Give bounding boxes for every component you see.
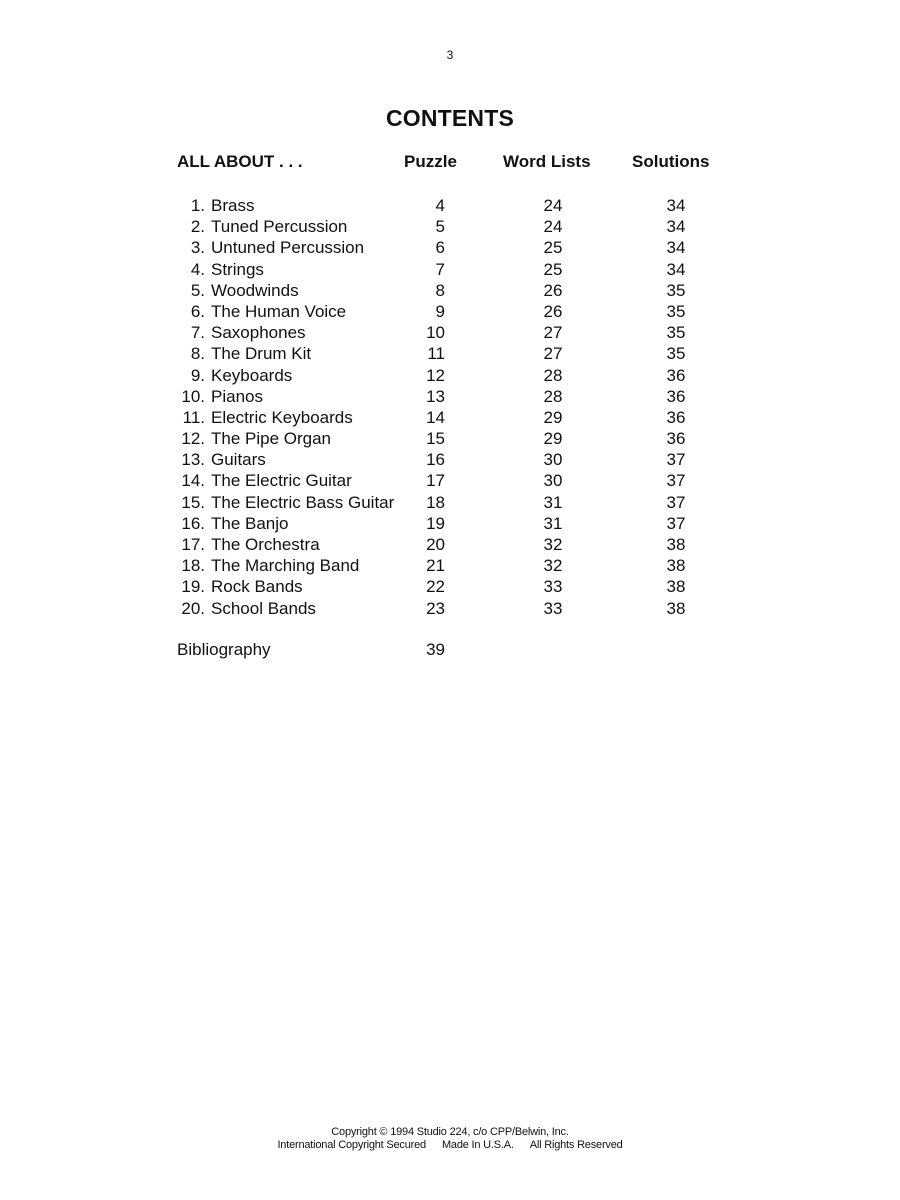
contents-row xyxy=(0,576,900,597)
entry-puzzle-page: 21 xyxy=(426,556,445,576)
entry-name: The Human Voice xyxy=(211,301,347,321)
entry-word-lists-page: 29 xyxy=(543,429,563,449)
copyright-line: Copyright © 1994 Studio 224, c/o CPP/Belwin, Inc. xyxy=(331,1126,569,1138)
contents-row xyxy=(0,407,900,428)
entry-puzzle-page: 16 xyxy=(426,450,445,470)
entry-number: 9. xyxy=(190,365,205,385)
entry-solutions-page: 38 xyxy=(666,598,686,618)
entry-number: 18. xyxy=(181,556,205,576)
contents-row xyxy=(0,280,900,301)
contents-row xyxy=(0,195,900,216)
entry-name: Guitars xyxy=(211,450,266,470)
entry-name: The Banjo xyxy=(211,513,289,533)
entry-word-lists-page: 33 xyxy=(543,577,563,597)
contents-row xyxy=(0,449,900,470)
made-in: Made In U.S.A. xyxy=(441,1139,514,1151)
entry-solutions-page: 35 xyxy=(666,301,686,321)
entry-number: 13. xyxy=(181,450,205,470)
entry-puzzle-page: 10 xyxy=(426,323,445,343)
entry-puzzle-page: 8 xyxy=(435,280,445,300)
contents-row xyxy=(0,598,900,619)
entry-word-lists-page: 24 xyxy=(543,217,563,237)
header-word-lists: Word Lists xyxy=(503,152,591,171)
entry-name: Brass xyxy=(211,196,255,215)
entry-number: 12. xyxy=(181,429,205,449)
contents-row xyxy=(0,216,900,237)
entry-solutions-page: 34 xyxy=(666,196,686,215)
entry-number: 8. xyxy=(190,344,205,364)
entry-puzzle-page: 19 xyxy=(426,513,445,533)
entry-name: The Electric Bass Guitar xyxy=(211,492,395,512)
entry-word-lists-page: 31 xyxy=(543,492,563,512)
contents-row xyxy=(0,365,900,386)
header-puzzle: Puzzle xyxy=(404,152,457,171)
entry-solutions-page: 37 xyxy=(666,450,686,470)
entry-name: The Marching Band xyxy=(211,556,360,576)
entry-solutions-page: 36 xyxy=(666,386,686,406)
entry-solutions-page: 36 xyxy=(666,365,686,385)
entry-word-lists-page: 29 xyxy=(543,407,563,427)
entry-number: 14. xyxy=(181,471,205,491)
entry-puzzle-page: 9 xyxy=(435,301,445,321)
contents-row xyxy=(0,301,900,322)
copyright-footer xyxy=(0,1126,900,1152)
contents-row xyxy=(0,534,900,555)
entry-name: Untuned Percussion xyxy=(211,238,365,258)
contents-row xyxy=(0,259,900,280)
entry-number: 19. xyxy=(181,577,205,597)
entry-solutions-page: 35 xyxy=(666,323,686,343)
entry-solutions-page: 38 xyxy=(666,535,686,554)
all-rights-reserved: All Rights Reserved xyxy=(529,1139,623,1151)
contents-row xyxy=(0,343,900,364)
page-title: CONTENTS xyxy=(385,105,515,131)
entry-puzzle-page: 20 xyxy=(426,535,445,554)
header-section: ALL ABOUT . . . xyxy=(177,152,303,171)
entry-solutions-page: 36 xyxy=(666,407,686,427)
contents-row xyxy=(0,237,900,258)
entry-word-lists-page: 26 xyxy=(543,301,563,321)
entry-name: Strings xyxy=(211,259,264,279)
entry-number: 6. xyxy=(190,301,205,321)
entry-name: Rock Bands xyxy=(211,577,303,597)
page-number: 3 xyxy=(446,48,454,62)
contents-row xyxy=(0,428,900,449)
entry-puzzle-page: 23 xyxy=(426,598,445,618)
entry-puzzle-page: 5 xyxy=(435,217,445,237)
entry-name: Pianos xyxy=(211,386,263,406)
entry-solutions-page: 38 xyxy=(666,556,686,576)
entry-number: 2. xyxy=(190,217,205,237)
entry-name: The Electric Guitar xyxy=(211,471,352,491)
bibliography-row xyxy=(0,639,900,661)
copyright-secured: International Copyright Secured xyxy=(277,1139,426,1151)
entry-solutions-page: 38 xyxy=(666,577,686,597)
entry-word-lists-page: 27 xyxy=(543,344,563,364)
entry-name: The Pipe Organ xyxy=(211,429,332,449)
entry-number: 17. xyxy=(181,535,205,554)
entry-name: The Drum Kit xyxy=(211,344,312,364)
entry-puzzle-page: 7 xyxy=(435,259,445,279)
rights-line xyxy=(0,1139,900,1152)
contents-row xyxy=(0,492,900,513)
bibliography-label: Bibliography xyxy=(177,640,271,659)
entry-number: 20. xyxy=(181,598,205,618)
entry-solutions-page: 34 xyxy=(666,259,686,279)
entry-number: 16. xyxy=(181,513,205,533)
entry-name: School Bands xyxy=(211,598,316,618)
entry-word-lists-page: 25 xyxy=(543,238,563,258)
entry-solutions-page: 35 xyxy=(666,344,686,364)
entry-name: The Orchestra xyxy=(211,535,320,554)
contents-list xyxy=(0,195,900,619)
entry-number: 1. xyxy=(190,196,205,215)
entry-word-lists-page: 28 xyxy=(543,386,563,406)
entry-name: Keyboards xyxy=(211,365,293,385)
contents-row xyxy=(0,470,900,491)
entry-word-lists-page: 28 xyxy=(543,365,563,385)
entry-word-lists-page: 30 xyxy=(543,471,563,491)
entry-puzzle-page: 13 xyxy=(426,386,445,406)
entry-word-lists-page: 32 xyxy=(543,535,563,554)
entry-puzzle-page: 6 xyxy=(435,238,445,258)
entry-puzzle-page: 18 xyxy=(426,492,445,512)
entry-word-lists-page: 30 xyxy=(543,450,563,470)
entry-number: 10. xyxy=(181,386,205,406)
entry-puzzle-page: 12 xyxy=(426,365,445,385)
entry-name: Tuned Percussion xyxy=(211,217,348,237)
entry-puzzle-page: 11 xyxy=(427,344,445,364)
entry-name: Saxophones xyxy=(211,323,306,343)
entry-word-lists-page: 26 xyxy=(543,280,563,300)
entry-number: 3. xyxy=(190,238,205,258)
entry-solutions-page: 34 xyxy=(666,238,686,258)
entry-word-lists-page: 31 xyxy=(543,513,563,533)
entry-word-lists-page: 32 xyxy=(543,556,563,576)
entry-puzzle-page: 17 xyxy=(426,471,445,491)
entry-puzzle-page: 15 xyxy=(426,429,445,449)
entry-solutions-page: 34 xyxy=(666,217,686,237)
contents-row xyxy=(0,555,900,576)
entry-name: Woodwinds xyxy=(211,280,299,300)
entry-puzzle-page: 4 xyxy=(435,196,445,215)
contents-row xyxy=(0,386,900,407)
entry-solutions-page: 37 xyxy=(666,513,686,533)
contents-row xyxy=(0,322,900,343)
entry-word-lists-page: 33 xyxy=(543,598,563,618)
contents-row xyxy=(0,513,900,534)
entry-puzzle-page: 22 xyxy=(426,577,445,597)
entry-solutions-page: 37 xyxy=(666,492,686,512)
entry-name: Electric Keyboards xyxy=(211,407,353,427)
bibliography-page: 39 xyxy=(426,640,445,659)
entry-solutions-page: 35 xyxy=(666,280,686,300)
header-solutions: Solutions xyxy=(632,152,710,171)
entry-solutions-page: 37 xyxy=(666,471,686,491)
entry-number: 7. xyxy=(190,323,205,343)
entry-solutions-page: 36 xyxy=(666,429,686,449)
contents-header-row xyxy=(0,152,900,176)
entry-word-lists-page: 25 xyxy=(543,259,563,279)
entry-puzzle-page: 14 xyxy=(426,407,445,427)
entry-number: 11. xyxy=(182,407,205,427)
entry-word-lists-page: 27 xyxy=(543,323,563,343)
entry-number: 15. xyxy=(181,492,205,512)
entry-number: 5. xyxy=(190,280,205,300)
entry-word-lists-page: 24 xyxy=(543,196,563,215)
entry-number: 4. xyxy=(190,259,205,279)
